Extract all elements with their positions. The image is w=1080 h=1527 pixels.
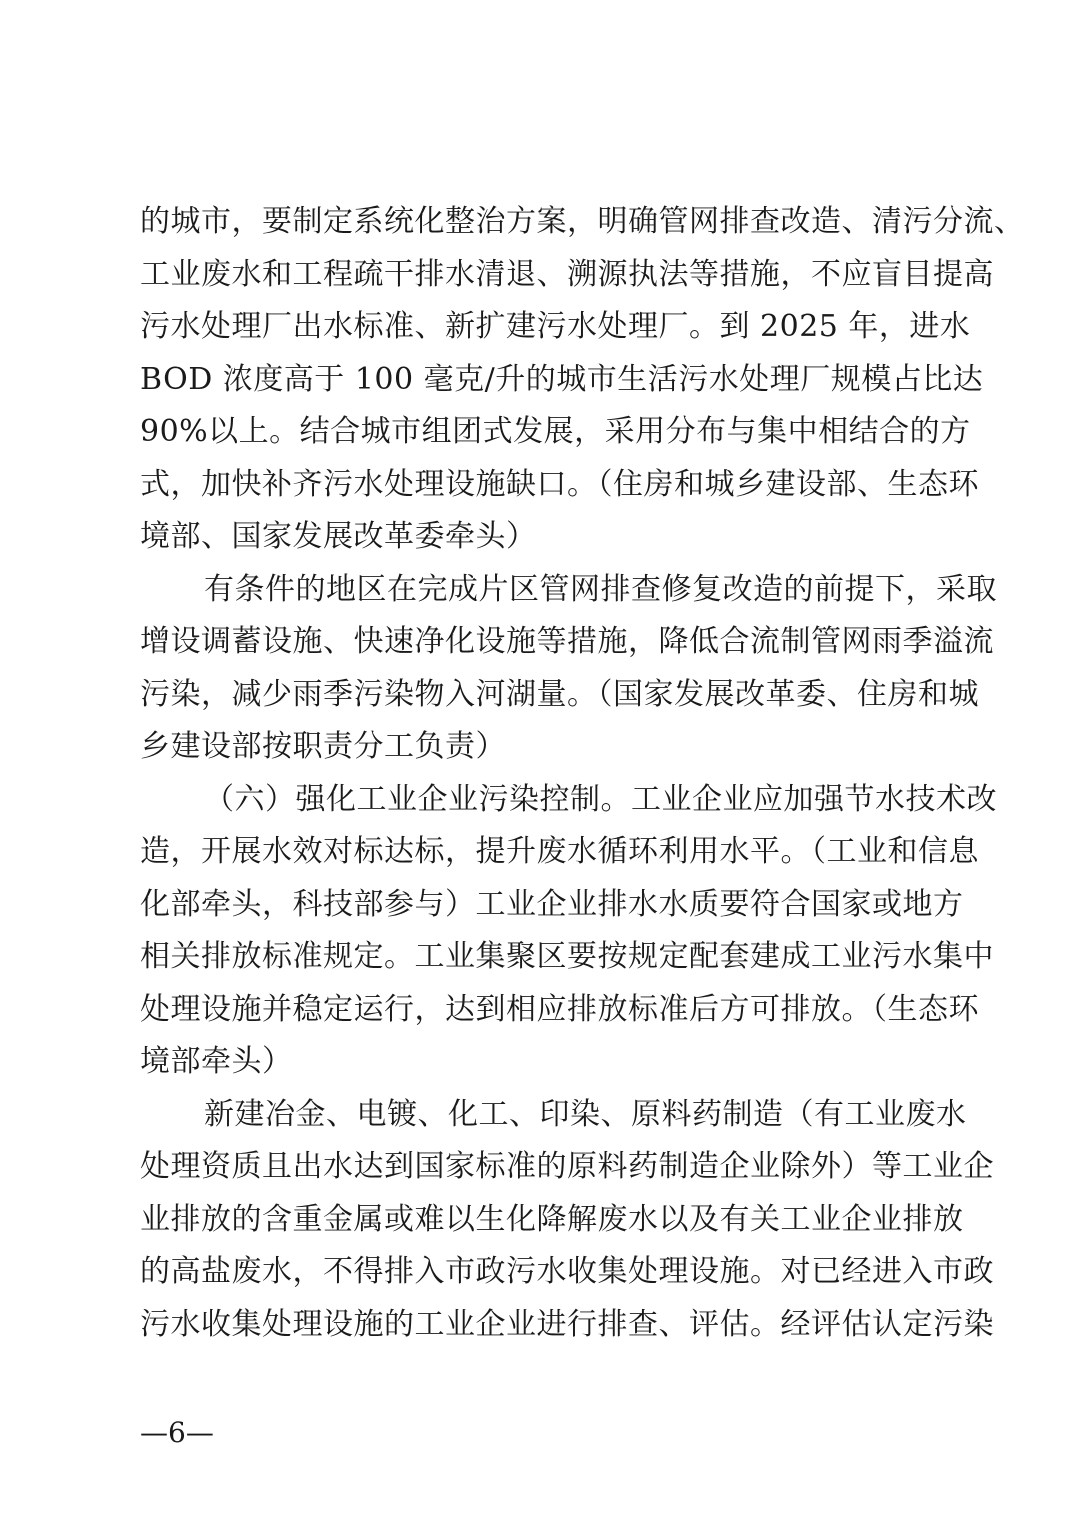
text-line: 处理设施并稳定运行，达到相应排放标准后方可排放。（生态环	[140, 991, 979, 1027]
text-line: 相关排放标准规定。工业集聚区要按规定配套建成工业污水集中	[140, 939, 994, 974]
text-line: 有条件的地区在完成片区管网排查修复改造的前提下，采取	[204, 571, 997, 607]
text-line: 的城市，要制定系统化整治方案，明确管网排查改造、清污分流、	[140, 204, 1025, 239]
text-line: 污水处理厂出水标准、新扩建污水处理厂。到 2025 年，进水	[140, 309, 971, 344]
text-line: 的高盐废水，不得排入市政污水收集处理设施。对已经进入市政	[140, 1254, 994, 1289]
text-line: BOD 浓度高于 100 毫克/升的城市生活污水处理厂规模占比达	[140, 361, 984, 397]
text-line: 工业废水和工程疏干排水清退、溯源执法等措施，不应盲目提高	[140, 256, 994, 292]
text-line: 污水收集处理设施的工业企业进行排查、评估。经评估认定污染	[140, 1306, 994, 1342]
text-line: 增设调蓄设施、快速净化设施等措施，降低合流制管网雨季溢流	[140, 624, 994, 659]
text-line: 化部牵头，科技部参与）工业企业排水水质要符合国家或地方	[140, 886, 964, 922]
text-line: 造，开展水效对标达标，提升废水循环利用水平。（工业和信息	[140, 834, 979, 869]
text-line: 境部牵头）	[140, 1044, 293, 1079]
text-line: 新建冶金、电镀、化工、印染、原料药制造（有工业废水	[204, 1096, 967, 1132]
body-text	[140, 196, 1025, 1351]
text-line: 乡建设部按职责分工负责）	[140, 729, 506, 764]
text-line: 式，加快补齐污水处理设施缺口。（住房和城乡建设部、生态环	[140, 466, 979, 502]
text-line: 境部、国家发展改革委牵头）	[140, 519, 537, 554]
section-heading-line: （六）强化工业企业污染控制。工业企业应加强节水技术改	[204, 781, 997, 817]
text-line: 处理资质且出水达到国家标准的原料药制造企业除外）等工业企	[140, 1149, 994, 1184]
text-line: 污染，减少雨季污染物入河湖量。（国家发展改革委、住房和城	[140, 676, 979, 712]
text-line: 90%以上。结合城市组团式发展，采用分布与集中相结合的方	[140, 414, 971, 449]
page-number: —6—	[140, 1416, 214, 1449]
text-line: 业排放的含重金属或难以生化降解废水以及有关工业企业排放	[140, 1201, 964, 1237]
